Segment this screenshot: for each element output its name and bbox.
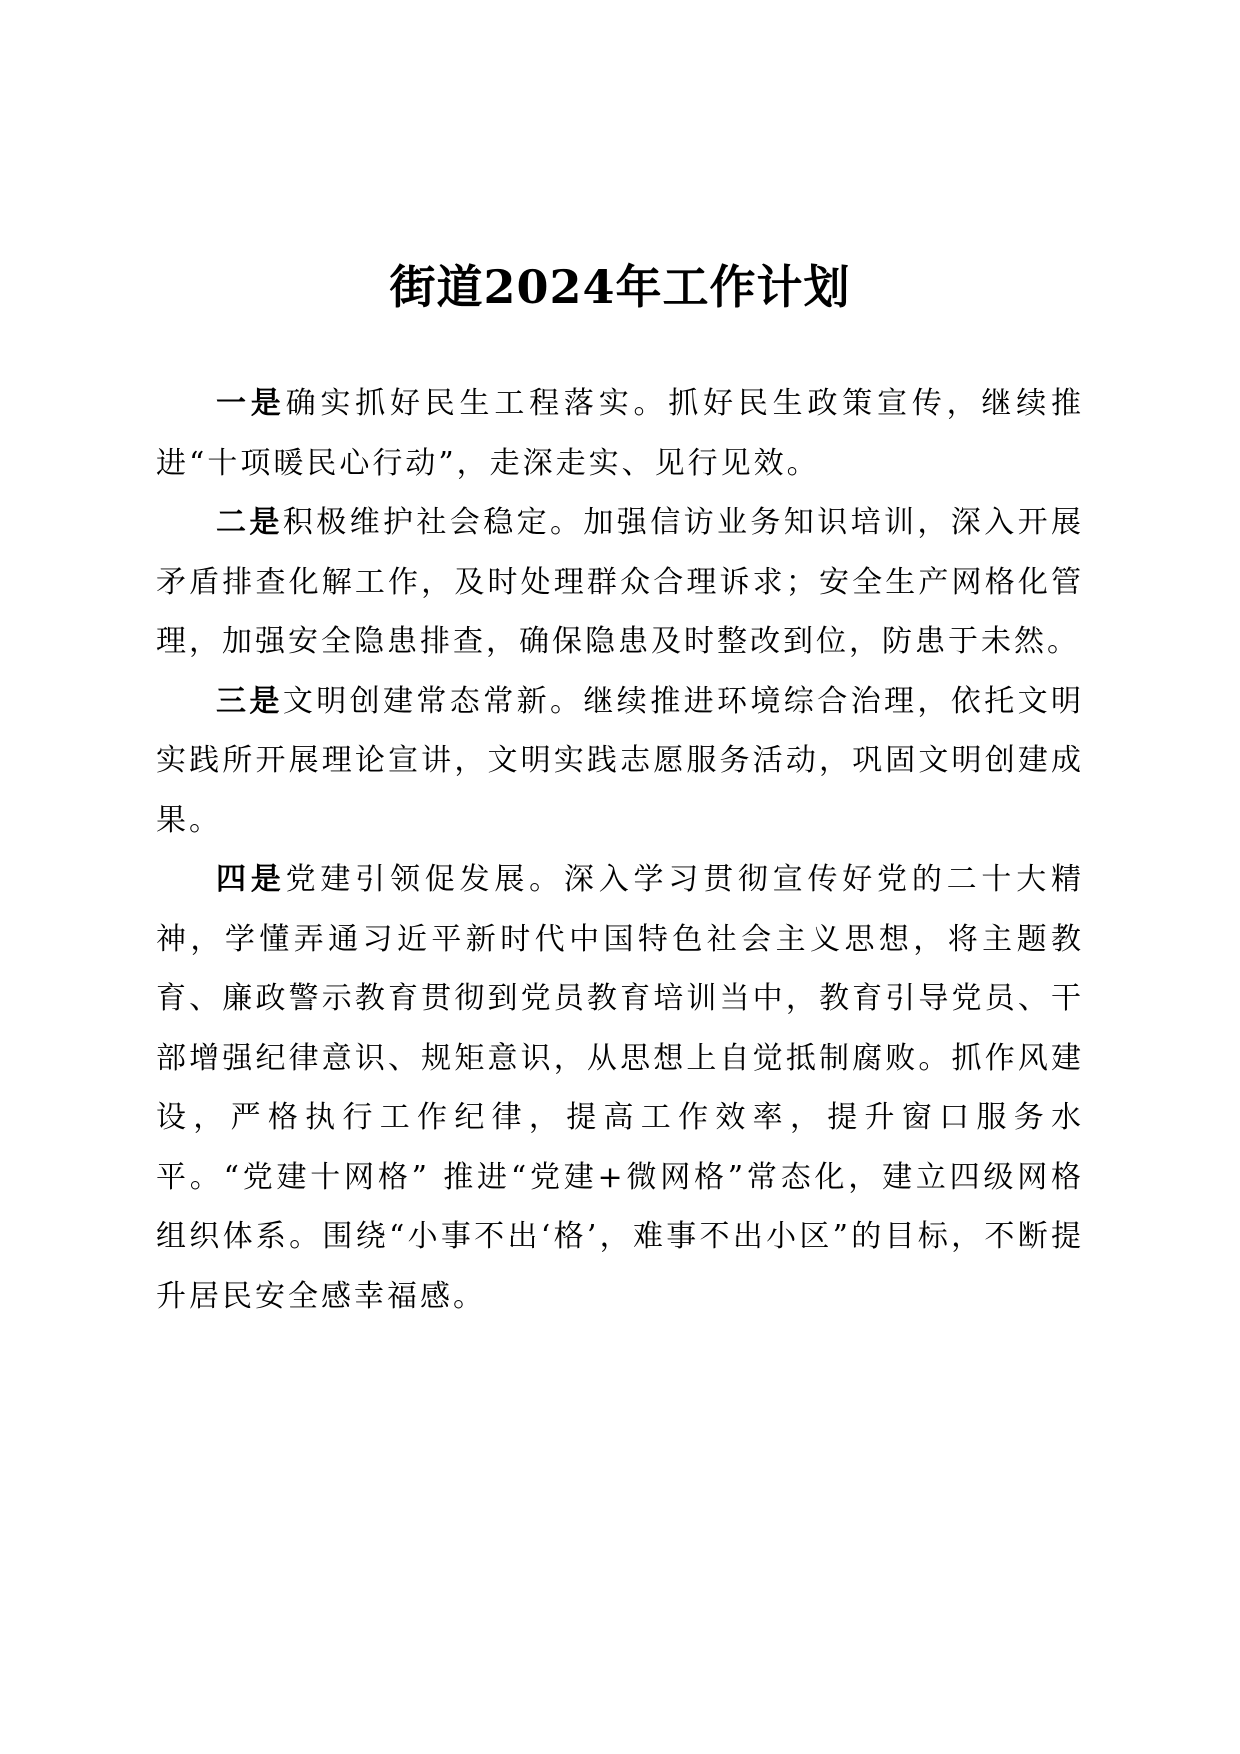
- document-body: [156, 374, 1084, 1326]
- paragraph-lead: 二是: [216, 505, 283, 540]
- paragraph-1: [156, 374, 1084, 493]
- document-title: 街道2024年工作计划: [389, 260, 851, 314]
- paragraph-text: 文明创建常态常新。继续推进环境综合治理，依托文明实践所开展理论宣讲，文明实践志愿服务活动，巩固文明创建成果。: [156, 683, 1085, 838]
- paragraph-2: [156, 493, 1084, 672]
- paragraph-lead: 三是: [216, 683, 283, 719]
- paragraph-text: 积极维护社会稳定。加强信访业务知识培训，深入开展矛盾排查化解工作，及时处理群众合理诉求；安全生产网格化管理，加强安全隐患排查，确保隐患及时整改到位，防患于未然。: [156, 505, 1085, 659]
- paragraph-3: [156, 672, 1084, 851]
- paragraph-text: 确实抓好民生工程落实。抓好民生政策宣传，继续推进“十项暖民心行动”，走深走实、见行见效。: [156, 386, 1085, 481]
- paragraph-lead: 四是: [216, 862, 286, 897]
- paragraph-text: 党建引领促发展。深入学习贯彻宣传好党的二十大精神，学懂弄通习近平新时代中国特色社会主义思想，将主题教育、廉政警示教育贯彻到党员教育培训当中，教育引导党员、干部增强纪律意识、规矩意识，从思想上自觉抵制腐败。抓作风建设，严格执行工作纪律，提高工作效率，提升窗口服务水平。“党建十网格” 推进“党建+微网格”常态化，建立四级网格组织体系。围绕“小事不出‘格’，难事不出小区”的目标，不断提升居民安全感幸福感。: [156, 862, 1085, 1314]
- paragraph-4: [156, 850, 1084, 1326]
- paragraph-lead: 一是: [216, 386, 286, 421]
